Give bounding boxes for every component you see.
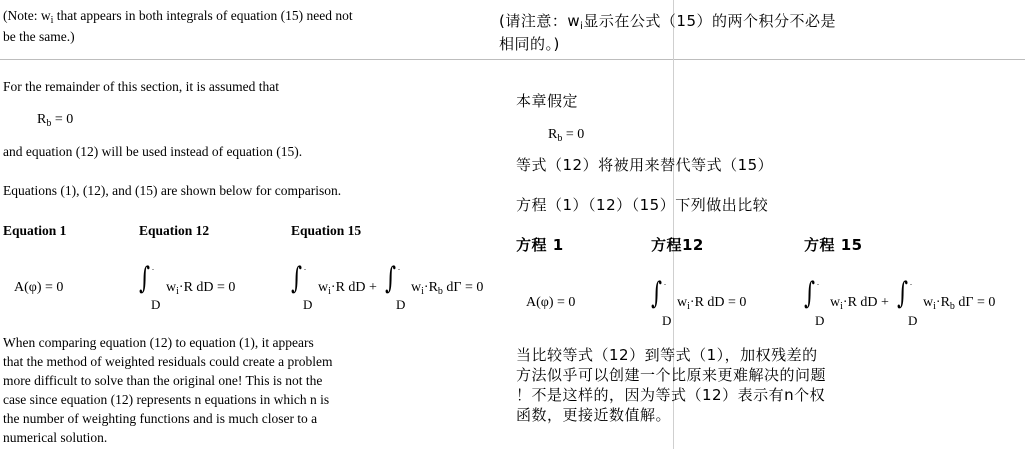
separator-line (0, 59, 1025, 60)
paragraph-zh-line: 当比较等式（12）到等式（1），加权残差的 (516, 346, 818, 364)
paragraph-en-line: numerical solution. (3, 430, 108, 445)
w-sub: i (687, 301, 690, 312)
eq15-body2: ·R (935, 295, 950, 310)
rb-equation-en (37, 110, 73, 133)
rb-rhs: = 0 (51, 112, 74, 127)
paragraph-zh-line: 函数，更接近数值解。 (516, 406, 672, 424)
note-en-suffix: that appears in both integrals of equation (15) need not (53, 8, 353, 23)
w-sub: i (328, 286, 331, 297)
w: w (166, 280, 177, 295)
rb-lhs: R (37, 112, 47, 127)
note-zh-sub: i (580, 21, 584, 32)
r-sub-b: b (437, 286, 443, 297)
eq15-end: dΓ = 0 (954, 295, 996, 310)
r-sub-b: b (949, 301, 955, 312)
paragraph-en-line: more difficult to solve than the original one! This is not the (3, 373, 323, 388)
header-equation-15: Equation 15 (291, 223, 362, 238)
header-zh-1: 方程 1 (516, 236, 564, 254)
paragraph-zh-line: 方法似乎可以创建一个比原来更难解决的问题 (516, 366, 827, 384)
eq15-body1: ·R dD + (842, 295, 889, 310)
header-zh-12: 方程12 (651, 236, 704, 254)
w-sub: i (933, 301, 936, 312)
integral-limit: D (151, 297, 161, 312)
integral-upper-dot: . (817, 278, 819, 287)
integral-upper-dot: . (664, 278, 666, 287)
w-sub: i (421, 286, 424, 297)
eq15-end: dΓ = 0 (442, 280, 484, 295)
eq12-body: ·R dD = 0 (178, 280, 236, 295)
eq12-en (166, 278, 235, 301)
note-en-line2: be the same.) (3, 29, 75, 44)
integral-limit: D (303, 297, 313, 312)
w-sub: i (840, 301, 843, 312)
paragraph-zh-line: ！不是这样的，因为等式（12）表示有n个权 (516, 386, 826, 404)
header-zh-15: 方程 15 (804, 236, 863, 254)
assume-zh: 本章假定 (516, 92, 579, 110)
integral-limit: D (396, 297, 406, 312)
rb-sub: b (557, 133, 563, 144)
integral-sign: ∫ (651, 276, 662, 311)
integral-sign: ∫ (385, 261, 396, 296)
remainder-text: For the remainder of this section, it is assumed that (3, 79, 279, 94)
integral-upper-dot: . (152, 263, 154, 272)
integral-limit: D (662, 313, 672, 328)
integral-limit: D (815, 313, 825, 328)
eq15-zh-part2 (923, 293, 995, 316)
integral-upper-dot: . (398, 263, 400, 272)
rb-lhs: R (548, 127, 558, 142)
w: w (318, 280, 329, 295)
paragraph-en-line: case since equation (12) represents n equations in which n is (3, 392, 330, 407)
w: w (677, 295, 688, 310)
w: w (830, 295, 841, 310)
header-equation-1: Equation 1 (3, 223, 67, 238)
integral-sign: ∫ (139, 261, 150, 296)
eq12-body: ·R dD = 0 (689, 295, 747, 310)
w: w (923, 295, 934, 310)
used-instead-text: and equation (12) will be used instead of equation (15). (3, 144, 303, 159)
eq15-en-part1 (318, 278, 377, 301)
paragraph-en-line: that the method of weighted residuals could create a problem (3, 354, 333, 369)
comparison-text: Equations (1), (12), and (15) are shown below for comparison. (3, 183, 342, 198)
integral-sign: ∫ (804, 276, 815, 311)
eq15-body2: ·R (423, 280, 438, 295)
used-instead-zh: 等式（12）将被用来替代等式（15） (516, 156, 774, 174)
integral-upper-dot: . (304, 263, 306, 272)
integral-upper-dot: . (910, 278, 912, 287)
eq12-zh (677, 293, 746, 316)
comparison-zh: 方程（1）（12）（15）下列做出比较 (516, 196, 769, 214)
rb-rhs: = 0 (562, 127, 585, 142)
note-zh-suffix: 显示在公式（15）的两个积分不必是 (583, 12, 836, 30)
note-zh-line2: 相同的。) (499, 35, 560, 53)
note-en-prefix: (Note: w (3, 8, 51, 23)
eq15-zh-part1 (830, 293, 889, 316)
eq15-en-part2 (411, 278, 483, 301)
paragraph-en-line: When comparing equation (12) to equation (1), it appears (3, 335, 314, 350)
paragraph-en-line: the number of weighting functions and is much closer to a (3, 411, 318, 426)
header-equation-12: Equation 12 (139, 223, 210, 238)
integral-sign: ∫ (897, 276, 908, 311)
w-sub: i (176, 286, 179, 297)
eq1-en: A(φ) = 0 (14, 280, 64, 295)
w: w (411, 280, 422, 295)
note-en-sub: i (50, 15, 54, 26)
eq15-body1: ·R dD + (330, 280, 377, 295)
eq1-zh: A(φ) = 0 (526, 295, 576, 310)
integral-limit: D (908, 313, 918, 328)
rb-sub: b (46, 118, 52, 129)
integral-sign: ∫ (291, 261, 302, 296)
rb-equation-zh (548, 125, 584, 148)
note-zh-prefix: (请注意：w (499, 12, 581, 30)
